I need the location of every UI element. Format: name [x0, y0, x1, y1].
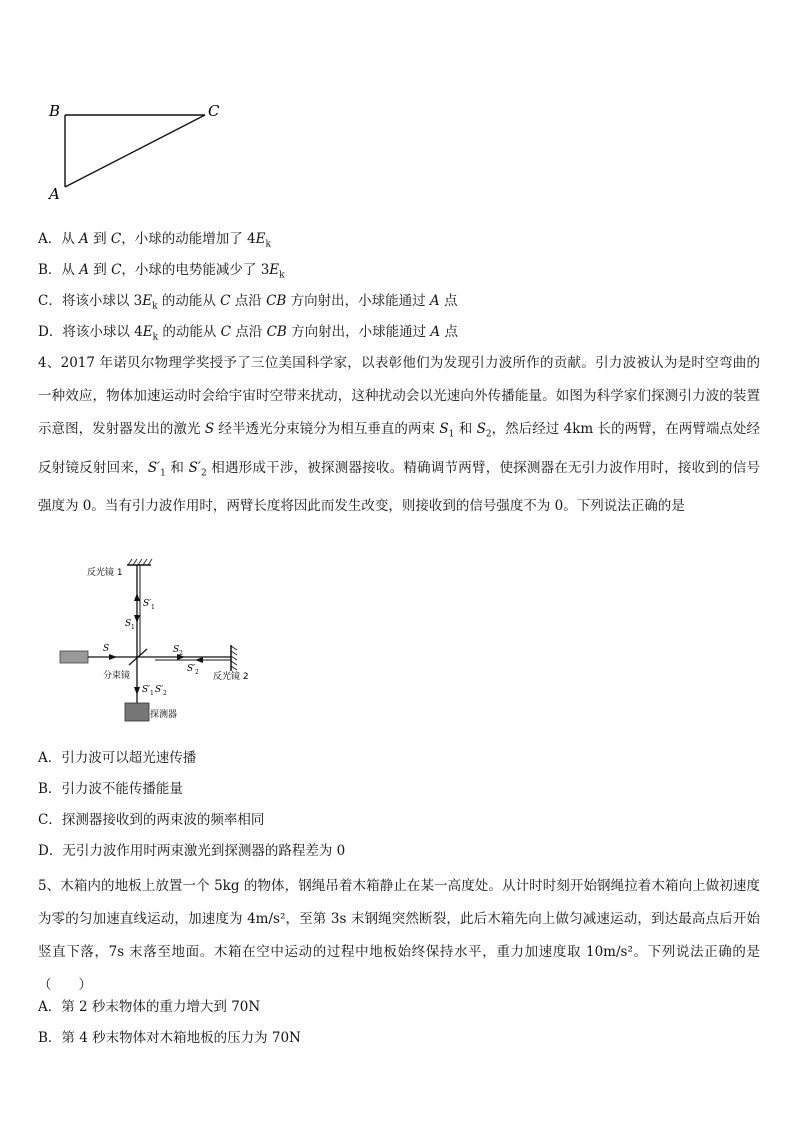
label-s2p-det-sub: 2 [163, 690, 167, 697]
q3d-v3: A [430, 324, 441, 340]
mirror-2-label: 反光镜 2 [213, 672, 249, 682]
label-s1p-vert-sub: 1 [151, 604, 155, 611]
label-s1p-vert: S′ [143, 599, 152, 609]
label-s2p-det: S′ [155, 685, 164, 695]
q4-s1p: S′ [147, 459, 161, 476]
triangle-figure [40, 95, 240, 200]
label-s1-vert-sub: 1 [131, 624, 135, 631]
mirror-1-label: 反光镜 1 [87, 568, 123, 578]
q3c-m2: 点沿 [230, 293, 267, 309]
q4-s1: S [439, 421, 449, 437]
laser-source [60, 651, 88, 663]
label-s: S [103, 644, 110, 654]
q4-s2-sub: 2 [485, 429, 492, 440]
q4-s1p-sub: 1 [160, 468, 166, 479]
q3c-m1: 的动能从 [157, 293, 221, 309]
q3a-v2: C [110, 231, 122, 247]
q3c-pre: C．将该小球以 3 [38, 293, 143, 309]
q3d-m2: 点沿 [230, 324, 267, 340]
label-c: C [208, 102, 220, 120]
q3c-post: 点 [439, 293, 458, 309]
label-a: A [49, 185, 60, 200]
detector-box [125, 703, 149, 721]
q4-option-d: D．无引力波作用时两束激光到探测器的路程差为 0 [38, 843, 346, 859]
q3d-pre: D．将该小球以 4 [38, 324, 143, 340]
label-s2-horiz: S [173, 645, 180, 655]
label-b: B [49, 102, 61, 120]
q3-option-a [38, 229, 271, 255]
arrow-down [134, 615, 140, 623]
q3c-v3: A [429, 293, 440, 309]
q3b-pre: B．从 [38, 262, 80, 278]
q5-option-b: B．第 4 秒末物体对木箱地板的压力为 70N [38, 1030, 301, 1046]
label-s2p-horiz: S′ [187, 664, 196, 674]
q4-s2p: S′ [188, 459, 201, 476]
label-s1p-det: S′ [142, 685, 151, 695]
q3d-v2: CB [266, 324, 287, 340]
q4-text-1: 4、2017 年诺贝尔物理学奖授予了三位美国科学家，以表彰他们为发现引力波所作的贡献。引力波被认为是时空弯曲的一种效应，物体加速运动时会给宇宙时空带来扰动，这种扰动会以光速向外传播能量。如图为科学家们探测引力波的装置示意图，发射器发出的激光 [38, 355, 760, 437]
q5-stem: 5、木箱内的地板上放置一个 5kg 的物体，钢绳吊着木箱静止在某一高度处。从计时时刻开始钢绳拉着木箱向上做初速度为零的匀加速直线运动，加速度为 4m/s²，至第 3s 末钢绳突然断裂，此后木箱先向上做匀减速运动，到达最高点后开始竖直下落，7s 末落至地面。木箱在空中运动的过程中地板始终保持水平，重力加速度取 10m/s²。下列说法正确的是（ ） [38, 878, 760, 993]
q4-stem [38, 347, 760, 523]
interferometer-diagram [55, 555, 275, 730]
mirror-2-hatch [231, 646, 237, 670]
q4-option-c: C．探测器接收到的两束波的频率相同 [38, 812, 265, 828]
q3b-sub: k [279, 270, 285, 281]
q4-S: S [204, 421, 215, 437]
q3d-v1: C [220, 324, 231, 340]
q3d-m3: 方向射出，小球能通过 [286, 324, 431, 340]
q3b-v2: C [111, 262, 122, 278]
q4-s2: S [476, 421, 486, 437]
arrow-up [134, 593, 140, 601]
arrow-detector [134, 687, 140, 695]
q3c-m3: 方向射出，小球能通过 [286, 293, 430, 309]
q3b-post: ，小球的电势能减少了 3 [121, 262, 270, 278]
label-s2p-horiz-sub: 2 [195, 669, 199, 676]
q5-option-a: A．第 2 秒末物体的重力增大到 70N [38, 999, 261, 1015]
edge-ac [65, 115, 205, 187]
q4-option-b: B．引力波不能传播能量 [38, 781, 183, 797]
q3-option-d [38, 322, 458, 348]
splitter-label: 分束镜 [103, 671, 131, 681]
q3c-v2: CB [266, 293, 287, 309]
q3-option-b [38, 260, 285, 286]
q4-text-4: 相遇形成干涉，被探测器接收。精确调节两臂，使探测器在无引力波作用时，接收到的信号强度为 0。当有引力波作用时，两臂长度将因此而发生改变，则接收到的信号强度不为 0。下列说法正确的是 [38, 459, 761, 515]
q4-text-3: ，然后经过 4km 长的两臂，在两臂端点处经反射镜反射回来， [38, 421, 760, 476]
q3c-E: E [142, 293, 153, 309]
mirror-1-hatch [128, 559, 152, 565]
q3d-E: E [142, 324, 153, 340]
q3-option-c [38, 291, 457, 317]
arrow-left [195, 657, 203, 663]
q4-text-2: 经半透光分束镜分为相互垂直的两束 [214, 421, 440, 437]
q3a-sub: k [265, 239, 271, 250]
q3d-m1: 的动能从 [158, 324, 221, 340]
q3b-v1: A [79, 262, 89, 278]
label-s1-vert: S [125, 619, 132, 629]
detector-label: 探测器 [150, 710, 178, 720]
q4-and2: 和 [165, 459, 189, 476]
q3a-v1: A [79, 231, 89, 247]
label-s2-horiz-sub: 2 [179, 650, 183, 657]
arrow-incident [109, 654, 117, 660]
label-s1p-det-sub: 1 [150, 690, 154, 697]
q3b-m1: 到 [88, 262, 112, 278]
q3c-v1: C [220, 293, 231, 309]
q3a-m1: 到 [88, 231, 111, 247]
q3b-E: E [269, 262, 280, 278]
q4-and: 和 [454, 421, 477, 437]
q4-option-a: A．引力波可以超光速传播 [38, 750, 197, 766]
q3a-post: ，小球的动能增加了 4 [121, 231, 256, 247]
q4-s1-sub: 1 [448, 429, 455, 440]
q3c-sub: k [152, 301, 158, 312]
q3a-pre: A．从 [38, 231, 80, 247]
q4-s2p-sub: 2 [200, 468, 207, 479]
q3a-E: E [255, 231, 266, 247]
q3d-post: 点 [440, 324, 458, 340]
q3d-sub: k [152, 332, 159, 343]
